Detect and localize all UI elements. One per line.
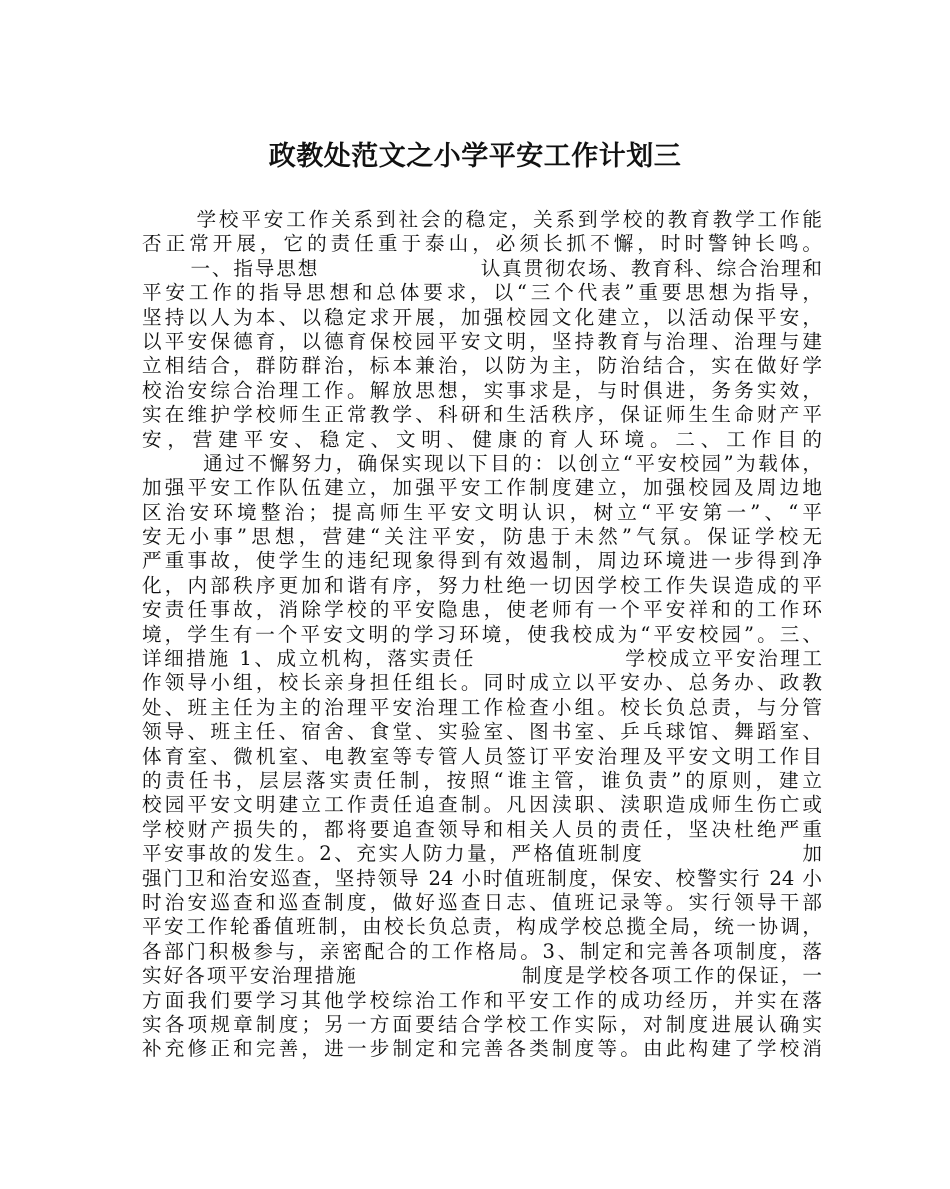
body-line: 作领导小组，校长亲身担任组长。同时成立以平安办、总务办、政教 [142, 671, 822, 695]
body-line: 安责任事故，消除学校的平安隐患，使老师有一个平安祥和的工作环 [142, 598, 822, 622]
body-line: 区治安环境整治；提高师生平安文明认识，树立“平安第一”、“平 [142, 500, 822, 524]
body-line: 实在维护学校师生正常教学、科研和生活秩序，保证师生生命财产平 [142, 403, 822, 427]
body-line: 各部门积极参与，亲密配合的工作格局。3、制定和完善各项制度，落 [142, 939, 822, 963]
body-line: 强门卫和治安巡查，坚持领导 24 小时值班制度，保安、校警实行 24 小 [142, 866, 822, 890]
body-line: 校治安综合治理工作。解放思想，实事求是，与时俱进，务务实效， [142, 378, 822, 402]
document-title: 政教处范文之小学平安工作计划三 [268, 141, 682, 172]
body-line: 领导、班主任、宿舍、食堂、实验室、图书室、乒乓球馆、舞蹈室、 [142, 720, 822, 744]
body-line: 方面我们要学习其他学校综治工作和平安工作的成功经历，并实在落 [142, 988, 822, 1012]
body-line: 补充修正和完善，进一步制定和完善各类制度等。由此构建了学校消 [142, 1037, 822, 1061]
body-line: 否正常开展，它的责任重于泰山，必须长抓不懈，时时警钟长鸣。 [142, 232, 822, 256]
body-line: 安，营建平安、稳定、文明、健康的育人环境。二、工作目的 [142, 427, 822, 451]
body-line: 学校平安工作关系到社会的稳定，关系到学校的教育教学工作能 [142, 208, 822, 231]
body-line: 实好各项平安治理措施 制度是学校各项工作的保证，一 [142, 964, 822, 988]
body-line: 严重事故，使学生的违纪现象得到有效遏制，周边环境进一步得到净 [142, 549, 822, 573]
body-line: 平安工作的指导思想和总体要求，以“三个代表”重要思想为指导， [142, 281, 822, 305]
document-body [142, 208, 822, 1062]
body-line: 详细措施 1、成立机构，落实责任 学校成立平安治理工 [142, 647, 822, 671]
body-line: 通过不懈努力，确保实现以下目的：以创立“平安校园”为载体， [142, 451, 822, 475]
body-line: 平安事故的发生。2、充实人防力量，严格值班制度 加 [142, 842, 822, 866]
body-line: 学校财产损失的，都将要追查领导和相关人员的责任，坚决杜绝严重 [142, 817, 822, 841]
body-line: 加强平安工作队伍建立，加强平安工作制度建立，加强校园及周边地 [142, 476, 822, 500]
body-line: 实各项规章制度；另一方面要结合学校工作实际，对制度进展认确实 [142, 1012, 822, 1036]
body-line: 化，内部秩序更加和谐有序，努力杜绝一切因学校工作失误造成的平 [142, 573, 822, 597]
body-line: 的责任书，层层落实责任制，按照“谁主管，谁负责”的原则，建立 [142, 768, 822, 792]
body-line: 体育室、微机室、电教室等专管人员签订平安治理及平安文明工作目 [142, 744, 822, 768]
body-line: 处、班主任为主的治理平安治理工作检查小组。校长负总责，与分管 [142, 695, 822, 719]
body-line: 立相结合，群防群治，标本兼治，以防为主，防治结合，实在做好学 [142, 354, 822, 378]
body-line: 坚持以人为本、以稳定求开展，加强校园文化建立，以活动保平安， [142, 305, 822, 329]
body-line: 平安工作轮番值班制，由校长负总责，构成学校总揽全局，统一协调， [142, 915, 822, 939]
body-line: 安无小事”思想，营建“关注平安，防患于未然”气氛。保证学校无 [142, 525, 822, 549]
body-line: 时治安巡查和巡查制度，做好巡查日志、值班记录等。实行领导干部 [142, 890, 822, 914]
body-line: 境，学生有一个平安文明的学习环境，使我校成为“平安校园”。三、 [142, 622, 822, 646]
body-line: 校园平安文明建立工作责任追查制。凡因渎职、渎职造成师生伤亡或 [142, 793, 822, 817]
body-line: 一、指导思想 认真贯彻农场、教育科、综合治理和 [142, 256, 822, 280]
body-line: 以平安保德育，以德育保校园平安文明，坚持教育与治理、治理与建 [142, 329, 822, 353]
